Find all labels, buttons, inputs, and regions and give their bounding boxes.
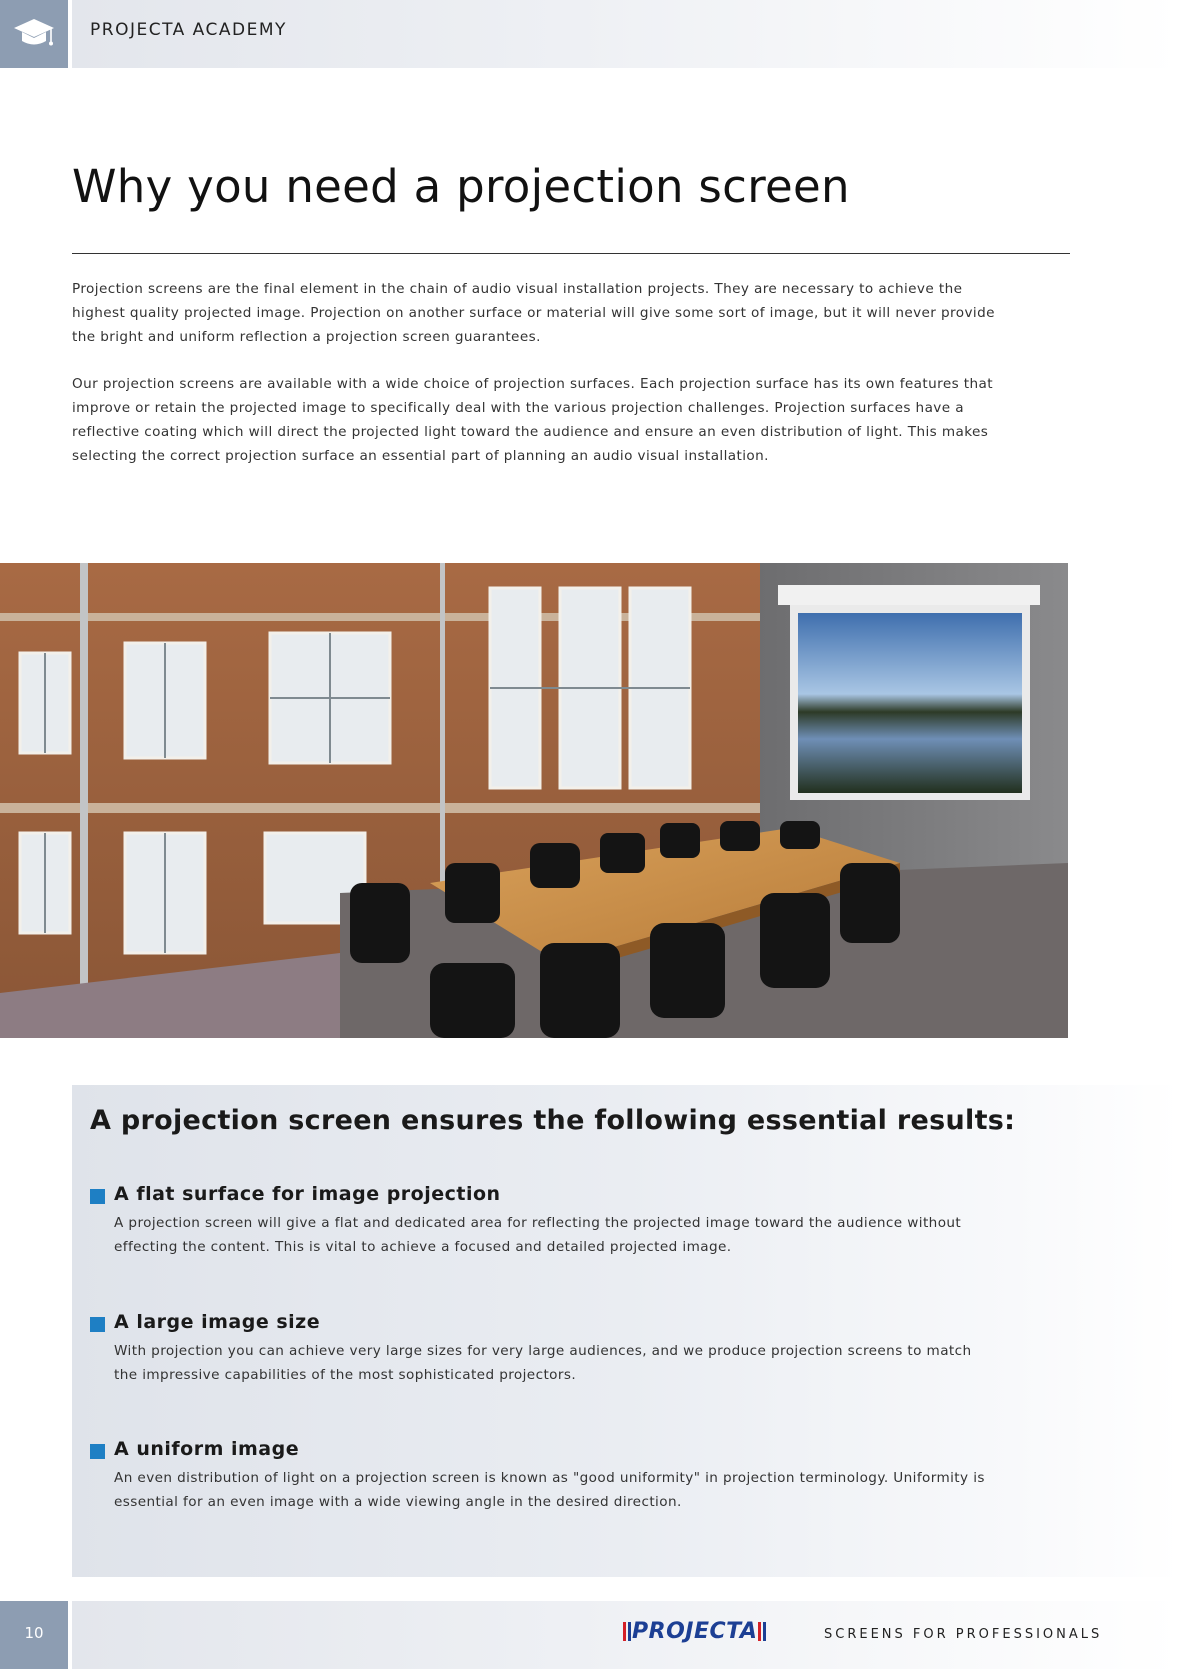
intro-paragraph-1: Projection screens are the final element in the chain of audio visual installation projects. They are necessary to achieve the highest quality projected image. Projection on another surface or material will give some sort of image, but it will never provide the bright and uniform reflection a projection screen guarantees.: [72, 281, 995, 345]
header-icon-box: [0, 0, 68, 68]
logo-bar-red: [623, 1622, 626, 1641]
intro-paragraph-2: Our projection screens are available with a wide choice of projection surfaces. Each projection surface has its own features that improve or retain the projected image to specifically deal with the various projection challenges. Projection surfaces have a reflective coating which will direct the projected light toward the audience and ensure an even distribution of light. This makes selecting the correct projection surface an essential part of planning an audio visual installation.: [72, 376, 993, 464]
result-item-text: An even distribution of light on a projection screen is known as "good uniformity" in projection terminology. Uniformity is essential for an even image with a wide viewing angle in the desired direction.: [114, 1470, 985, 1510]
logo-bar-red: [758, 1622, 761, 1641]
result-item-text: A projection screen will give a flat and dedicated area for reflecting the projected image toward the audience without effecting the content. This is vital to achieve a focused and detailed projected image.: [114, 1215, 962, 1255]
header-title: PROJECTA ACADEMY: [90, 20, 287, 40]
page-number: 10: [24, 1624, 44, 1642]
title-divider: [72, 253, 1070, 254]
result-item-text: With projection you can achieve very large sizes for very large audiences, and we produce projection screens to match the impressive capabilities of the most sophisticated projectors.: [114, 1343, 972, 1383]
page-title: Why you need a projection screen: [72, 160, 850, 213]
logo-bar-blue: [628, 1622, 631, 1641]
logo-bar-blue: [763, 1622, 766, 1641]
projecta-logo: [622, 1619, 767, 1644]
footer-tagline: SCREENS FOR PROFESSIONALS: [824, 1627, 1103, 1642]
bullet-square-icon: [90, 1189, 105, 1204]
bullet-square-icon: [90, 1317, 105, 1332]
result-item-title: A flat surface for image projection: [114, 1183, 501, 1205]
bullet-square-icon: [90, 1444, 105, 1459]
graduation-cap-icon: [13, 17, 55, 51]
results-title: A projection screen ensures the following essential results:: [90, 1105, 1016, 1136]
logo-text: PROJECTA: [632, 1619, 758, 1644]
result-item-title: A large image size: [114, 1311, 321, 1333]
conference-room-photo: [0, 563, 1068, 1038]
result-item-title: A uniform image: [114, 1438, 300, 1460]
